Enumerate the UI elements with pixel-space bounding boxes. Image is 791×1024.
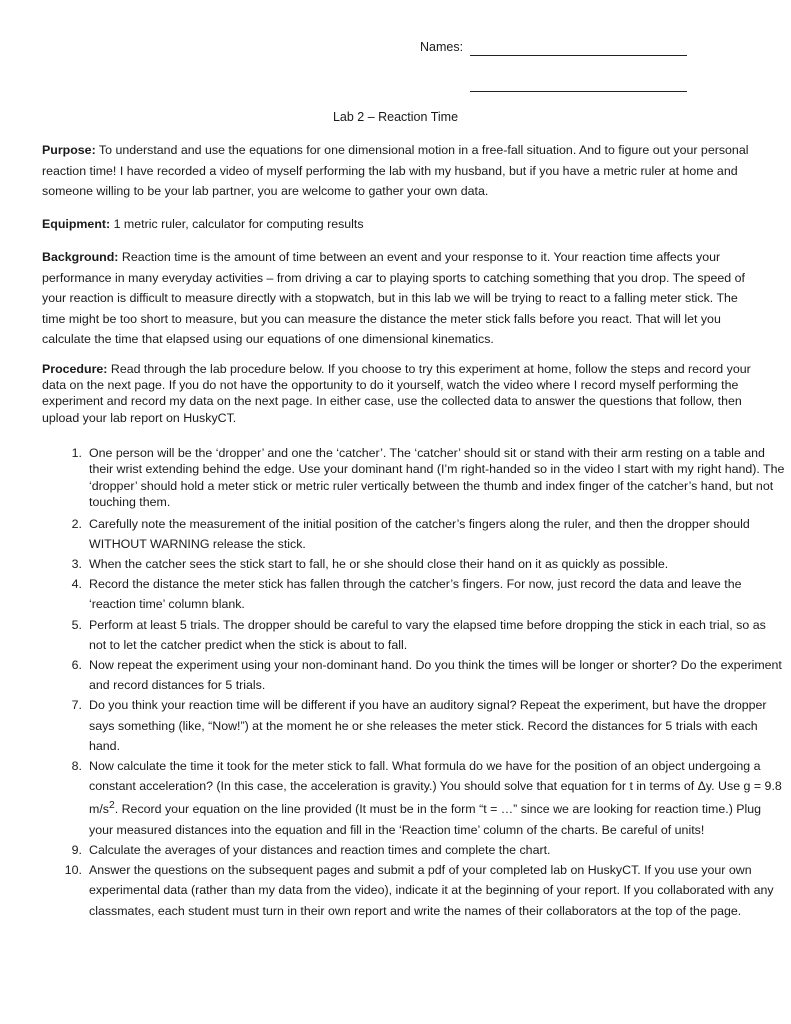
background-text: Reaction time is the amount of time between an event and your response to it. Your reaction time affects your performance in many everyday activities – from driving a car to playing sports to catching something that you drop. The speed of your reaction is difficult to measure directly with a stopwatch, but in this lab we will be trying to react to a falling meter stick. The time might be too short to measure, but you can measure the distance the meter stick falls before you react. That will let you calculate the time that elapsed using our equations of one dimensional kinematics. bbox=[42, 250, 745, 346]
step-number: 5. bbox=[71, 617, 82, 632]
step-number: 3. bbox=[71, 557, 82, 572]
step-number: 2. bbox=[71, 516, 82, 531]
procedure-text: Read through the lab procedure below. If you choose to try this experiment at home, follow the steps and record your data on the next page. If you do not have the opportunity to do it yourself, watch the video where I record myself performing the experiment and record my data on the next page. In either case, use the collected data to answer the questions that follow, then upload your lab report on HuskyCT. bbox=[42, 362, 751, 425]
names-label: Names: bbox=[420, 40, 464, 54]
equipment-section bbox=[42, 214, 757, 235]
procedure-step bbox=[71, 445, 785, 511]
page-title: Lab 2 – Reaction Time bbox=[332, 110, 459, 124]
procedure-step bbox=[71, 514, 785, 554]
background-section bbox=[42, 247, 757, 350]
procedure-steps-list bbox=[60, 445, 785, 921]
procedure-step bbox=[71, 840, 785, 860]
exponent-superscript: 2 bbox=[108, 800, 115, 812]
procedure-section bbox=[42, 361, 757, 426]
step-text: When the catcher sees the stick start to fall, he or she should close their hand on it as quickly as possible. bbox=[89, 557, 669, 572]
step-text: Carefully note the measurement of the initial position of the catcher’s fingers along the ruler, and then the dropper should WITHOUT WARNING release the stick. bbox=[89, 516, 750, 551]
step-text: Now repeat the experiment using your non-dominant hand. Do you think the times will be longer or shorter? Do the experiment and record distances for 5 trials. bbox=[89, 658, 782, 693]
procedure-step bbox=[71, 615, 785, 655]
step-number: 9. bbox=[71, 843, 82, 857]
purpose-label: Purpose: bbox=[42, 143, 96, 157]
procedure-step bbox=[64, 860, 785, 921]
procedure-step bbox=[71, 574, 785, 614]
procedure-label: Procedure: bbox=[42, 362, 108, 376]
background-label: Background: bbox=[42, 250, 119, 264]
step-text: Answer the questions on the subsequent pages and submit a pdf of your completed lab on HuskyCT. If you use your own experimental data (rather than my data from the video), indicate it at the beginning of your report. If you collaborated with any classmates, each student must turn in their own report and write the names of their collaborators at the top of the page. bbox=[89, 863, 774, 918]
procedure-step bbox=[71, 695, 785, 756]
step-text: Do you think your reaction time will be different if you have an auditory signal? Repeat the experiment, but have the dropper says something (like, “Now!”) at the moment he or she releases the meter stick. Record the distances for 5 trials with each hand. bbox=[89, 698, 767, 753]
step-number: 6. bbox=[71, 658, 82, 673]
step-text-after-superscript: . Record your equation on the line provided (It must be in the form “t = …” since we are looking for reaction time.) Plug your measured distances into the equation and fill in the ‘Reaction time’ column of the charts. Be careful of units! bbox=[89, 802, 762, 837]
step-text: One person will be the ‘dropper’ and one the ‘catcher’. The ‘catcher’ should sit or stand with their arm resting on a table and their wrist extending behind the edge. Use your dominant hand (I’m right-handed so in the video I start with my right hand). The ‘dropper’ should hold a meter stick or metric ruler vertically between the thumb and index finger of the catcher’s hand, but not touching them. bbox=[89, 446, 785, 510]
procedure-step bbox=[71, 655, 785, 695]
step-text: Perform at least 5 trials. The dropper should be careful to vary the elapsed time before dropping the stick in each trial, so as not to let the catcher predict when the stick is about to fall. bbox=[89, 617, 766, 652]
step-number: 4. bbox=[71, 577, 82, 592]
step-text-before-superscript: Now calculate the time it took for the meter stick to fall. What formula do we have for the position of an object undergoing a constant acceleration? (In this case, the acceleration is gravity.) You should solve that equation for t in terms of Δy. Use g = 9.8 m/s bbox=[89, 759, 782, 817]
procedure-step bbox=[71, 554, 785, 574]
step-number: 7. bbox=[71, 698, 82, 713]
equipment-label: Equipment: bbox=[42, 217, 111, 231]
procedure-step bbox=[71, 756, 785, 840]
equipment-text: 1 metric ruler, calculator for computing results bbox=[110, 217, 364, 231]
name-line-1 bbox=[470, 54, 687, 56]
step-number: 10. bbox=[64, 863, 82, 878]
step-number: 8. bbox=[71, 759, 82, 774]
step-text: Record the distance the meter stick has fallen through the catcher’s fingers. For now, just record the data and leave the ‘reaction time’ column blank. bbox=[89, 577, 742, 612]
purpose-text: To understand and use the equations for one dimensional motion in a free-fall situation. And to figure out your personal reaction time! I have recorded a video of myself performing the lab with my husband, but if you have a metric ruler at home and someone willing to be your lab partner, you are welcome to gather your own data. bbox=[42, 143, 749, 198]
step-text: Calculate the averages of your distances and reaction times and complete the chart. bbox=[89, 843, 551, 857]
step-number: 1. bbox=[71, 446, 82, 460]
purpose-section bbox=[42, 140, 757, 202]
name-line-2 bbox=[470, 90, 687, 92]
